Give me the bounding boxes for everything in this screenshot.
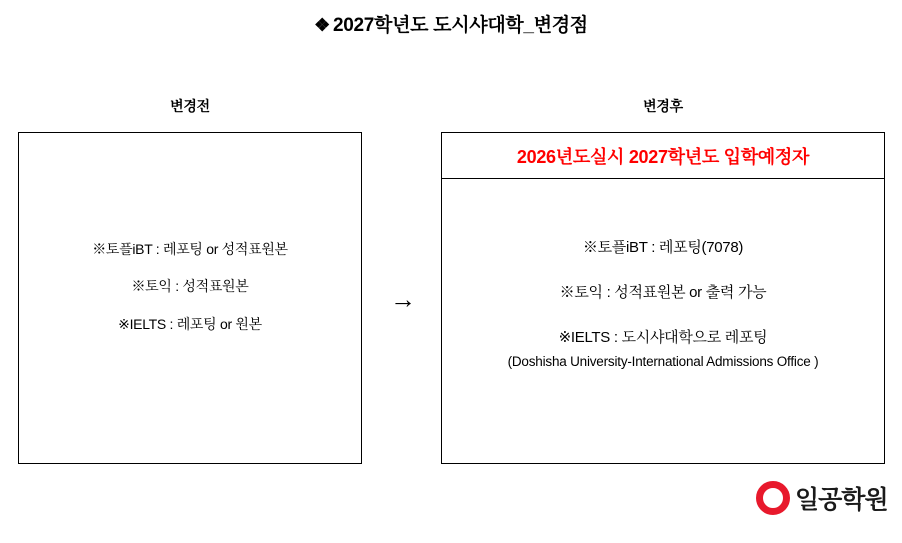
after-line-ielts-note: (Doshisha University-International Admissions Office ) xyxy=(507,353,819,369)
page-title-text: 2027학년도 도시샤대학_변경점 xyxy=(332,15,588,36)
before-column-label: 변경전 xyxy=(170,98,210,114)
after-line-ielts: ※IELTS : 도시샤대학으로 레포팅 xyxy=(558,328,768,346)
circle-logo-icon xyxy=(756,481,790,515)
before-line-toeic: ※토익 : 성적표원본 xyxy=(131,278,249,295)
after-line-toefl: ※토플iBT : 레포팅(7078) xyxy=(582,238,744,256)
after-panel-header: 2026년도실시 2027학년도 입학예정자 xyxy=(442,133,884,179)
before-line-toefl: ※토플iBT : 레포팅 or 성적표원본 xyxy=(92,240,288,257)
brand-logo-text: 일공학원 xyxy=(795,486,888,514)
brand-logo xyxy=(756,480,888,516)
before-panel xyxy=(18,132,362,464)
after-line-toeic: ※토익 : 성적표원본 or 출력 가능 xyxy=(559,283,767,301)
after-panel-body xyxy=(442,179,884,462)
arrow-right-icon: → xyxy=(390,284,416,314)
before-line-ielts: ※IELTS : 레포팅 or 원본 xyxy=(118,315,262,332)
after-column-label: 변경후 xyxy=(643,98,683,114)
before-panel-body xyxy=(19,133,361,463)
after-panel xyxy=(441,132,885,464)
diamond-bullet-icon: ❖ xyxy=(314,15,330,35)
page-title xyxy=(0,10,902,37)
